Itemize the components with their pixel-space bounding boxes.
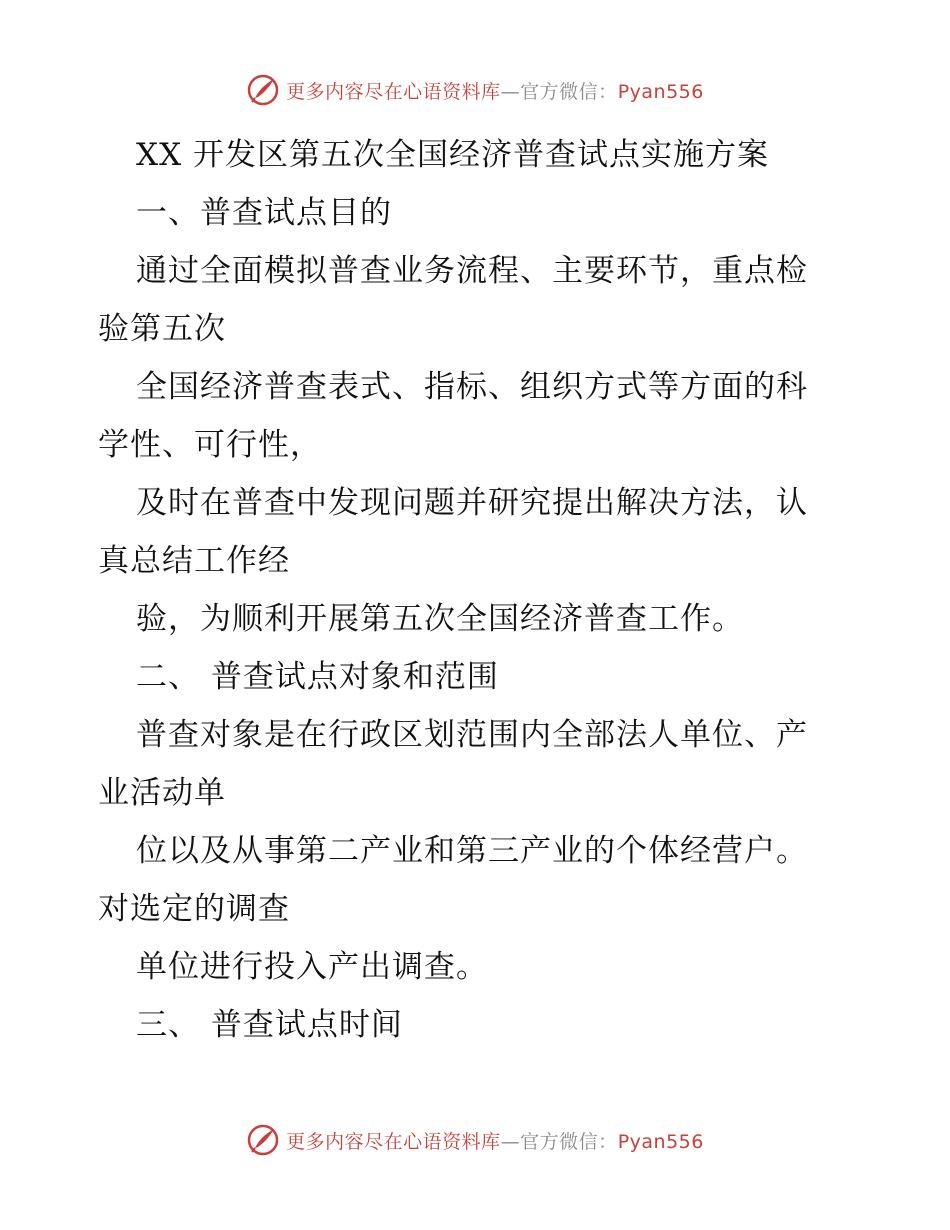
document-line: 单位进行投入产出调查。 [136,949,488,985]
header-watermark [0,72,950,108]
footer-watermark [0,1122,950,1158]
watermark-text: 更多内容尽在心语资料库—官方微信：Pyan556 [286,1130,704,1153]
quill-logo-icon [246,1123,280,1157]
document-line: 通过全面模拟普查业务流程、主要环节，重点检 [136,253,808,289]
document-body [98,126,858,1054]
document-line: 及时在普查中发现问题并研究提出解决方法，认 [136,485,808,521]
document-line: 三、 普查试点时间 [136,1007,403,1043]
document-line: 真总结工作经 [98,543,290,579]
document-line: 对选定的调查 [98,891,290,927]
document-line: 位以及从事第二产业和第三产业的个体经营户。 [136,833,808,869]
document-line: 全国经济普查表式、指标、组织方式等方面的科 [136,369,808,405]
document-line: 业活动单 [98,775,226,811]
quill-logo-icon [246,73,280,107]
document-line: 验第五次 [98,311,226,347]
document-line: 普查对象是在行政区划范围内全部法人单位、产 [136,717,808,753]
document-line: 二、 普查试点对象和范围 [136,659,499,695]
document-line: 学性、可行性， [98,427,322,463]
document-line: XX 开发区第五次全国经济普查试点实施方案 [136,137,769,173]
document-line: 一、普查试点目的 [136,195,392,231]
watermark-text: 更多内容尽在心语资料库—官方微信：Pyan556 [286,80,704,103]
document-line: 验，为顺利开展第五次全国经济普查工作。 [136,601,744,637]
